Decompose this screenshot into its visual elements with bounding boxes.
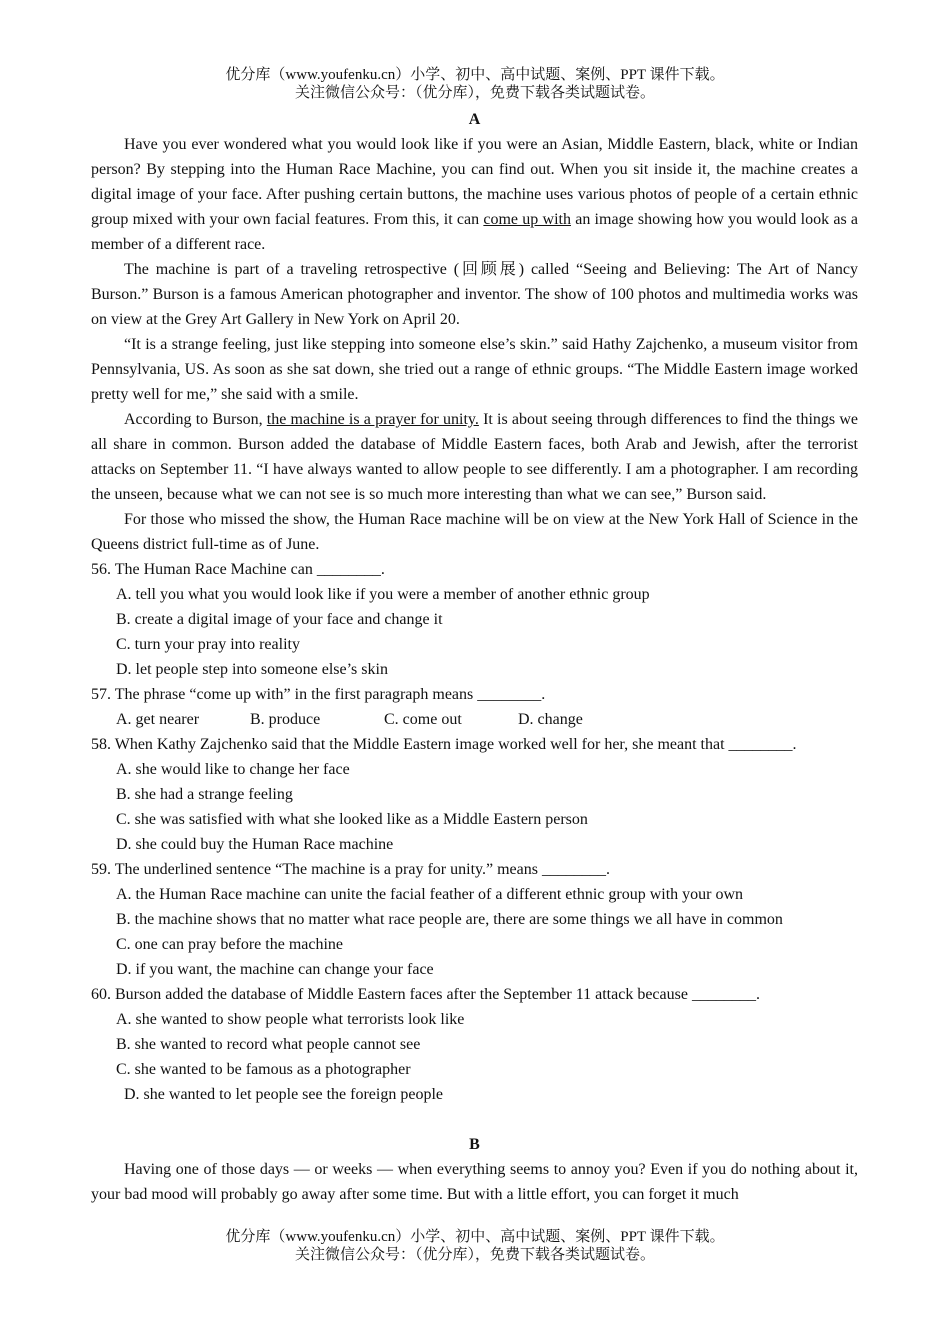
question-59-option-d: D. if you want, the machine can change your face [116, 961, 434, 978]
question-58-stem: 58. When Kathy Zajchenko said that the Middle Eastern image worked well for her, she meant that ________. [91, 736, 797, 753]
passage-a-p1-text-b: an image showing how you would look as a member of a different race. [91, 211, 859, 253]
passage-a-paragraph-3: “It is a strange feeling, just like stepping into someone else’s skin.” said Hathy Zajchenko, a museum visitor from Pennsylvania, US. As soon as she sat down, she tried out a range of ethnic groups. “The Middle Eastern image worked pretty well for me,” she said with a smile. [91, 336, 858, 403]
document-body [91, 107, 858, 1207]
question-58-option-b: B. she had a strange feeling [116, 786, 293, 803]
question-60-option-d: D. she wanted to let people see the foreign people [124, 1086, 443, 1103]
passage-a-p4-text-a: According to Burson, [124, 411, 267, 428]
question-59-option-a: A. the Human Race machine can unite the facial feather of a different ethnic group with your own [116, 886, 744, 903]
passage-a-p1-text-a: Have you ever wondered what you would look like if you were an Asian, Middle Eastern, black, white or Indian person? By stepping into the Human Race Machine, you can find out. When you sit inside it, the machine creates a digital image of your face. After pushing certain buttons, the machine uses various photos of people of a certain ethnic group mixed with your own facial features. From this, it can [91, 136, 858, 228]
question-60-option-b: B. she wanted to record what people cannot see [116, 1036, 421, 1053]
header-line-1: 优分库（www.youfenku.cn）小学、初中、高中试题、案例、PPT 课件下载。 [225, 67, 725, 83]
passage-a-paragraph-1 [91, 132, 858, 257]
question-58-option-d: D. she could buy the Human Race machine [116, 836, 394, 853]
passage-b-label: B [469, 1136, 480, 1153]
question-59-option-b: B. the machine shows that no matter what race people are, there are some things we all have in common [116, 911, 783, 928]
passage-b-paragraph-1: Having one of those days — or weeks — when everything seems to annoy you? Even if you do nothing about it, your bad mood will probably go away after some time. But with a little effort, you can forget it much [91, 1161, 858, 1203]
footer-line-1: 优分库（www.youfenku.cn）小学、初中、高中试题、案例、PPT 课件下载。 [225, 1229, 725, 1245]
question-56-option-d: D. let people step into someone else’s skin [116, 661, 388, 678]
question-57-option-c: C. come out [384, 711, 462, 728]
section-spacer [91, 1107, 858, 1132]
question-60-option-c: C. she wanted to be famous as a photographer [116, 1061, 411, 1078]
question-60-stem: 60. Burson added the database of Middle Eastern faces after the September 11 attack because ________. [91, 986, 760, 1003]
question-57-option-d: D. change [518, 711, 583, 728]
question-58-option-c: C. she was satisfied with what she looked like as a Middle Eastern person [116, 811, 588, 828]
underlined-phrase-come-up-with: come up with [483, 211, 571, 228]
passage-a-paragraph-4 [91, 407, 858, 507]
header-line-2: 关注微信公众号：（优分库），免费下载各类试题试卷。 [294, 85, 655, 101]
question-60-option-a: A. she wanted to show people what terrorists look like [116, 1011, 465, 1028]
footer-line-2: 关注微信公众号：（优分库），免费下载各类试题试卷。 [294, 1247, 655, 1263]
passage-a-paragraph-5: For those who missed the show, the Human Race machine will be on view at the New York Hall of Science in the Queens district full-time as of June. [91, 511, 858, 553]
question-57-option-b: B. produce [250, 711, 321, 728]
question-57-options [91, 707, 858, 732]
passage-a-label: A [468, 111, 481, 128]
underlined-sentence-prayer-for-unity: the machine is a prayer for unity. [266, 411, 479, 428]
question-56-stem: 56. The Human Race Machine can ________. [91, 561, 385, 578]
question-59-stem: 59. The underlined sentence “The machine is a pray for unity.” means ________. [91, 861, 610, 878]
question-56-option-b: B. create a digital image of your face and change it [116, 611, 443, 628]
passage-a-p4-text-b: It is about seeing through differences to find the things we all share in common. Burson added the database of Middle Eastern faces, both Arab and Jewish, after the terrorist attacks on September 11. “I have always wanted to allow people to see differently. I am a photographer. I am recording the unseen, because what we can not see is so much more interesting than what we can see,” Burson said. [91, 411, 859, 503]
question-56-option-a: A. tell you what you would look like if you were a member of another ethnic group [116, 586, 650, 603]
question-59-option-c: C. one can pray before the machine [116, 936, 344, 953]
question-57-option-a: A. get nearer [116, 711, 200, 728]
question-58-option-a: A. she would like to change her face [116, 761, 350, 778]
question-56-option-c: C. turn your pray into reality [116, 636, 300, 653]
question-57-stem: 57. The phrase “come up with” in the first paragraph means ________. [91, 686, 546, 703]
passage-a-paragraph-2: The machine is part of a traveling retrospective (回顾展) called “Seeing and Believing: The Art of Nancy Burson.” Burson is a famous American photographer and inventor. The show of 100 photos and multimedia works was on view at the Grey Art Gallery in New York on April 20. [91, 261, 858, 328]
